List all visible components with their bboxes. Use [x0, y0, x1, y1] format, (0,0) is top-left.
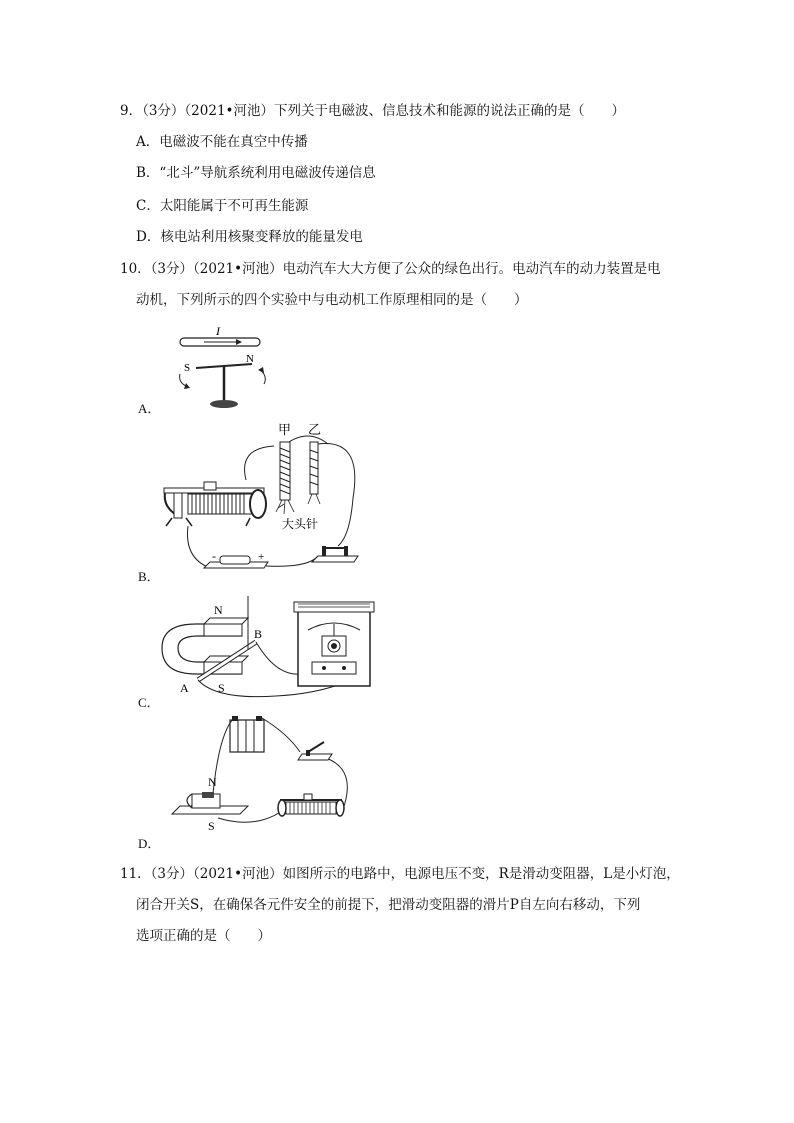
battery-pack — [230, 716, 264, 752]
rod-end-b: B — [254, 627, 263, 641]
battery-holder — [204, 549, 268, 568]
north-pole-label: N — [208, 775, 217, 789]
q9-option-b: B．“北斗”导航系统利用电磁波传递信息 — [136, 165, 376, 181]
magnet-with-rails — [172, 792, 248, 814]
pins-caption: 大头针 — [282, 517, 319, 531]
label-yi: 乙 — [308, 422, 322, 437]
switch — [312, 546, 358, 562]
horseshoe-magnet — [162, 618, 248, 674]
q11-stem-line1: 11．（3分）（2021•河池）如图所示的电路中，电源电压不变，R是滑动变阻器，L是小灯泡， — [120, 866, 680, 882]
label-jia: 甲 — [278, 422, 292, 437]
figure-d-motor-circuit — [168, 714, 358, 834]
figure-b-electromagnets — [158, 418, 373, 580]
q11-stem-line2: 闭合开关S，在确保各元件安全的前提下，把滑动变阻器的滑片P自左向右移动，下列 — [136, 897, 641, 913]
switch — [298, 742, 332, 760]
north-pole-label: N — [214, 603, 223, 617]
q10-option-b-label: B． — [138, 569, 160, 584]
q9-option-c: C．太阳能属于不可再生能源 — [136, 198, 309, 214]
q10-option-d-label: D． — [138, 836, 161, 851]
electromagnet-yi — [310, 442, 318, 494]
q9-option-a: A．电磁波不能在真空中传播 — [136, 134, 308, 150]
q11-stem-line3: 选项正确的是（ ） — [136, 928, 271, 944]
galvanometer — [294, 602, 374, 686]
south-pole-label: S — [208, 819, 215, 833]
q10-option-c-label: C． — [138, 695, 160, 710]
south-pole-label: S — [218, 681, 225, 695]
electromagnet-jia — [280, 442, 290, 500]
q9-option-d: D．核电站利用核聚变释放的能量发电 — [136, 229, 363, 245]
q10-option-a-label: A． — [138, 401, 161, 416]
south-pole-label: S — [184, 362, 191, 374]
current-label: I — [216, 324, 220, 338]
figure-a-oersted — [160, 322, 290, 414]
svg-text:-: - — [212, 549, 216, 563]
q10-stem-line2: 动机，下列所示的四个实验中与电动机工作原理相同的是（ ） — [136, 292, 528, 308]
north-pole-label: N — [246, 353, 254, 365]
compass-base — [210, 400, 238, 408]
figure-c-induction — [156, 596, 378, 704]
q9-stem: 9．（3分）（2021•河池）下列关于电磁波、信息技术和能源的说法正确的是（ ） — [120, 103, 625, 119]
rod-end-a: A — [180, 681, 189, 695]
svg-text:+: + — [258, 551, 265, 563]
sliding-rheostat — [278, 794, 344, 816]
sliding-rheostat — [164, 482, 266, 526]
q10-stem-line1: 10．（3分）（2021•河池）电动汽车大大方便了公众的绿色出行。电动汽车的动力装置是电 — [120, 261, 661, 277]
